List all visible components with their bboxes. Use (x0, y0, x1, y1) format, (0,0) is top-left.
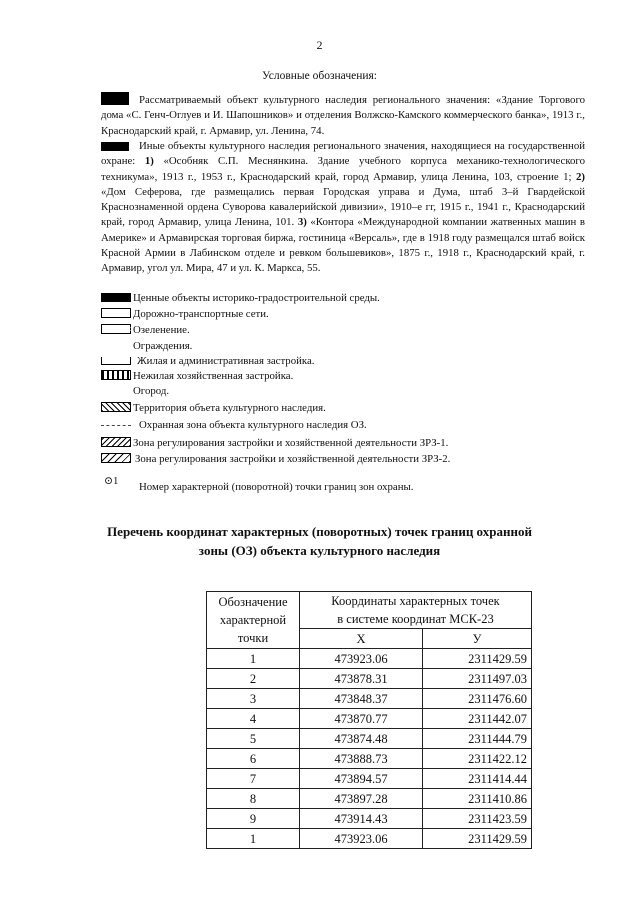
section-title (0, 522, 639, 560)
other-objects-swatch (101, 142, 129, 151)
legend-item-garden (133, 384, 169, 398)
legend-item-label: Зона регулирования застройки и хозяйственной деятельности ЗРЗ-1. (133, 437, 449, 449)
y-coordinate-cell: 2311422.12 (423, 749, 532, 769)
y-coordinate-cell: 2311414.44 (423, 769, 532, 789)
legend-item-fences (133, 339, 192, 353)
legend-title: Условные обозначения: (261, 70, 378, 82)
coordinates-table (206, 591, 532, 849)
y-coordinate-cell: 2311444.79 (423, 729, 532, 749)
other-objects-num-1: 1) (144, 155, 154, 168)
legend-item-label: Дорожно-транспортные сети. (133, 308, 269, 320)
legend-item-roads (101, 307, 269, 321)
header-coordinates-group (300, 592, 532, 629)
legend-item-greenery (101, 323, 190, 337)
table-row (207, 729, 532, 749)
y-coordinate-cell: 2311497.03 (423, 669, 532, 689)
x-coordinate-cell: 473874.48 (300, 729, 423, 749)
protection-zone-swatch (101, 425, 131, 429)
table-row (207, 749, 532, 769)
header-y: У (423, 629, 532, 649)
point-number-cell: 4 (207, 709, 300, 729)
main-object-swatch (101, 92, 129, 105)
point-number-cell: 1 (207, 649, 300, 669)
x-coordinate-cell: 473870.77 (300, 709, 423, 729)
y-coordinate-cell: 2311429.59 (423, 649, 532, 669)
zrz1-swatch (101, 437, 131, 447)
other-objects-num-2: 2) (576, 170, 585, 183)
y-coordinate-cell: 2311476.60 (423, 689, 532, 709)
x-coordinate-cell: 473894.57 (300, 769, 423, 789)
table-row (207, 789, 532, 809)
point-number-cell: 1 (207, 829, 300, 849)
valuable-objects-swatch (101, 293, 131, 302)
point-number-cell: 8 (207, 789, 300, 809)
x-coordinate-cell: 473878.31 (300, 669, 423, 689)
legend-item-zrz2 (101, 452, 450, 466)
table-row (207, 829, 532, 849)
legend-main-object (101, 92, 585, 139)
legend-item-residential (101, 354, 314, 368)
point-number-cell: 7 (207, 769, 300, 789)
point-number-cell: 2 (207, 669, 300, 689)
other-objects-item-2: «Дом Сеферова, где размещались первая Городская управа и Дума, штаб 3–й Гвардейской Краснознаменной ордена Суворова кавалерийской дивизии», 1910–е гг, 1915 г., 1941 г., Краснодарский край, город Армавир, улица Ленина, 101. (101, 185, 585, 229)
nonresidential-swatch (101, 370, 131, 380)
header-point-line: Обозначение (218, 595, 288, 609)
header-point-line: характерной (219, 613, 287, 627)
legend-item-territory (101, 401, 326, 415)
legend-item-valuable (101, 291, 380, 305)
y-coordinate-cell: 2311410.86 (423, 789, 532, 809)
legend-item-zrz1 (101, 436, 448, 450)
x-coordinate-cell: 473897.28 (300, 789, 423, 809)
other-objects-num-3: 3) (297, 216, 307, 229)
x-coordinate-cell: 473914.43 (300, 809, 423, 829)
legend-point-symbol: ⊙1 (104, 475, 119, 487)
y-coordinate-cell: 2311442.07 (423, 709, 532, 729)
legend-other-objects (101, 139, 585, 277)
page-number: 2 (316, 38, 323, 52)
legend-item-label: Ценные объекты историко-градостроительной среды. (133, 292, 380, 304)
residential-swatch (101, 357, 131, 365)
x-coordinate-cell: 473923.06 (300, 649, 423, 669)
y-coordinate-cell: 2311429.59 (423, 829, 532, 849)
point-number-cell: 3 (207, 689, 300, 709)
table-row (207, 689, 532, 709)
header-group-line: Координаты характерных точек (331, 594, 500, 608)
legend-item-label: Озеленение. (133, 324, 190, 336)
other-objects-intro: Иные объекты культурного наследия регионального значения, находящиеся на государственной охране: (101, 140, 585, 168)
table-row (207, 809, 532, 829)
section-title-line2: зоны (ОЗ) объекта культурного наследия (198, 543, 441, 558)
legend-main-object-text: Рассматриваемый объект культурного наследия регионального значения: «Здание Торгового дома «С. Генч-Оглуев и И. Шапошников» и отделения Волжско-Камского коммерческого банка», 1913 г., Краснодарский край, г. Армавир, ул. Ленина, 74. (101, 94, 585, 137)
other-objects-item-3: «Контора «Международной компании жатвенных машин в Америке» и Армавирская торговая биржа, гостиница «Версаль», где в 1918 году размещался штаб войск Красной Армии в Лабинском отделе и ревком большевиков», 1875 г., 1918 г., Краснодарский край, г. Армавир, угол ул. Мира, 47 и ул. К. Маркса, 55. (101, 216, 585, 275)
greenery-swatch (101, 324, 131, 334)
table-row (207, 769, 532, 789)
legend-item-label: Жилая и административная застройка. (137, 355, 315, 367)
y-coordinate-cell: 2311423.59 (423, 809, 532, 829)
zrz2-swatch (101, 453, 131, 463)
table-row (207, 649, 532, 669)
header-point-label (207, 592, 300, 649)
section-title-line1: Перечень координат характерных (поворотных) точек границ охранной (107, 524, 532, 539)
territory-swatch (101, 402, 131, 412)
legend-point-label: Номер характерной (поворотной) точки границ зон охраны. (139, 481, 414, 493)
header-x: Х (300, 629, 423, 649)
header-group-line: в системе координат МСК-23 (337, 612, 494, 626)
point-number-cell: 9 (207, 809, 300, 829)
legend-item-label: Огород. (133, 385, 170, 397)
other-objects-item-1: «Особняк С.П. Меснянкина. Здание учебного корпуса механико-технологического техникума», 1913 г., 1953 г., Краснодарский край, город Армавир, улица Ленина, 103, строение 1; (101, 155, 585, 183)
x-coordinate-cell: 473923.06 (300, 829, 423, 849)
point-number-cell: 5 (207, 729, 300, 749)
legend-item-label: Территория объета культурного наследия. (133, 402, 326, 414)
point-number-cell: 6 (207, 749, 300, 769)
legend-item-nonresidential (101, 369, 293, 383)
legend-item-label: Охранная зона объекта культурного наследия ОЗ. (139, 419, 367, 431)
legend-item-label: Нежилая хозяйственная застройка. (133, 370, 294, 382)
table-row (207, 669, 532, 689)
legend-item-protection-zone (101, 418, 367, 432)
x-coordinate-cell: 473888.73 (300, 749, 423, 769)
table-header-row (207, 592, 532, 629)
roads-swatch (101, 308, 131, 318)
header-point-line: точки (237, 631, 269, 645)
table-row (207, 709, 532, 729)
x-coordinate-cell: 473848.37 (300, 689, 423, 709)
legend-item-label: Зона регулирования застройки и хозяйственной деятельности ЗРЗ-2. (135, 453, 451, 465)
legend-item-label: Ограждения. (133, 340, 193, 352)
